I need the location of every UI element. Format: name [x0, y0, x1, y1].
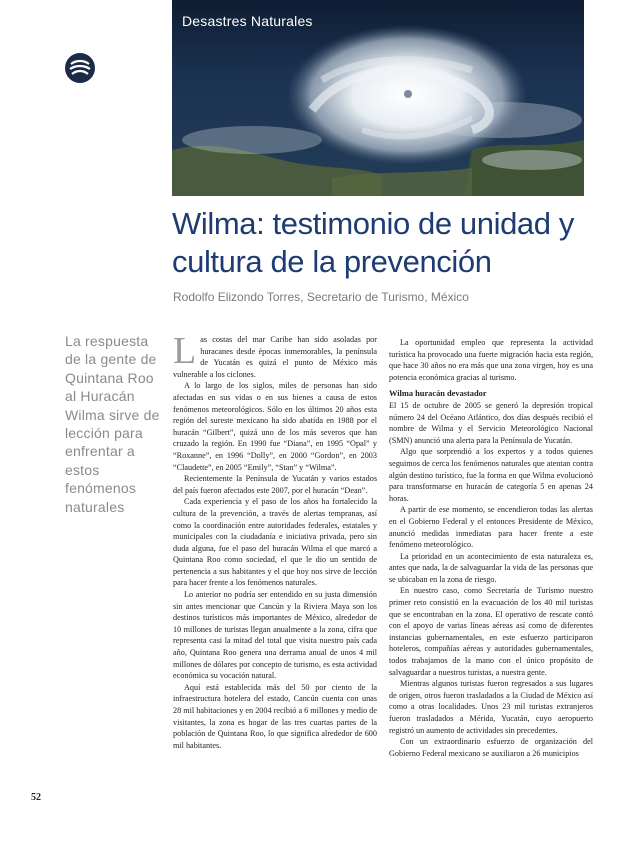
paragraph: Cada experiencia y el paso de los años ha fortalecido la cultura de la prevención, a través de alertas tempranas, así como la coordinación entre autoridades federales, estatales y municipales con la ciudadanía e iniciativa privada, pero sin duda alguna, fue el paso del huracán Wilma el que marcó a Quintana Roo como sociedad, el que le dio un sentido de pertenencia a sus habitantes y el que hoy nos sirve de lección para hacer frente a los fenómenos naturales. — [173, 497, 377, 588]
article-author: Rodolfo Elizondo Torres, Secretario de Turismo, México — [173, 290, 469, 304]
paragraph: La prioridad en un acontecimiento de esta naturaleza es, antes que nada, la de salvaguardar la vida de las personas que se ubicaban en la zona de riesgo. — [389, 551, 593, 584]
page-number: 52 — [31, 792, 41, 803]
section-label: Desastres Naturales — [182, 13, 313, 29]
subheading: Wilma huracán devastador — [389, 389, 487, 399]
paragraph: Con un extraordinario esfuerzo de organización del Gobierno Federal mexicano se auxiliaron a 26 municipios — [389, 737, 593, 758]
paragraph: El 15 de octubre de 2005 se generó la depresión tropical número 24 del Océano Atlántico, dos días después recibió el nombre de Wilma y el Servicio Meteorológico Nacional (SMN) anunció una alerta para la Península de Yucatán. — [389, 400, 593, 445]
paragraph: Aquí está establecida más del 50 por ciento de la infraestructura hotelera del estado, Cancún cuenta con unas 28 mil habitaciones y en 2004 recibió a 6 millones y medio de visitantes, la zona es hogar de las tres cuartas partes de la población de Quintana Roo, lo que significa alrededor de 600 mil habitantes. — [173, 682, 377, 750]
paragraph: Lo anterior no podría ser entendido en su justa dimensión sin antes mencionar que Cancún y la Riviera Maya son los destinos turísticos más importantes de México, alrededor de 10 millones de turistas llegan anualmente a la zona, cifra que representa casi la mitad del total que visita nuestro país cada año, Quintana Roo genera una derrama anual de unos 4 mil millones de dólares por concepto de turismo, es esta actividad económica su vocación natural. — [173, 590, 377, 681]
paragraph — [173, 330, 377, 380]
header-panel — [172, 0, 584, 196]
article-title: Wilma: testimonio de unidad y cultura de la prevención — [172, 206, 574, 279]
hurricane-satellite-image — [172, 0, 584, 196]
paragraph: Mientras algunos turistas fueron regresados a sus lugares de origen, otros fueron trasladados a la Ciudad de México así como a otras localidades. Unos 23 mil turistas extranjeros fueron trasladados a Mérida, Yucatán, cuyo aeropuerto registró un aumento de actividades sin precedentes. — [389, 679, 593, 735]
swirl-logo-icon — [64, 52, 96, 84]
paragraph: En nuestro caso, como Secretaría de Turismo nuestro primer reto consistió en la evacuación de los 40 mil turistas que se encontraban en la zona. El operativo de rescate contó con el apoyo de varias líneas aéreas así como de diferentes instancias gubernamentales, en este esfuerzo participaron hoteleros, compañías aéreas y autoridades gubernamentales, todos trabajamos de la mano con el único propósito de salvaguardar a nuestros turistas, a nuestra gente. — [389, 586, 593, 677]
dropcap: L — [173, 330, 197, 372]
text-column-1 — [173, 330, 377, 751]
paragraph: Recientemente la Península de Yucatán y varios estados del país fueron afectados este 2007, por el huracán “Dean”. — [173, 474, 377, 495]
paragraph: A lo largo de los siglos, miles de personas han sido afectadas en sus vidas o en sus bienes a causa de estos fenómenos meteorológicos. Sólo en los últimos 20 años esta región del sureste mexicano ha sido abatida en 1988 por el huracán “Gilbert”, quizá uno de los más severos que han cruzado la región. En 1990 fue “Diana”, en 1995 “Opal” y “Roxanne”, en 1996 “Dolly”, en 2000 “Gordon”, en 2003 “Claudette”, en 2005 “Emily”, “Stan” y “Wilma”. — [173, 381, 377, 472]
paragraph-text: as costas del mar Caribe han sido asoladas por huracanes desde épocas inmemorables, la península de Yucatán es quizá el punto de México más vulnerable a los ciclones. — [173, 335, 377, 379]
text-column-2 — [389, 334, 593, 759]
paragraph: La oportunidad empleo que representa la actividad turística ha provocado una fuerte migración hacia esta región, que hace 30 años no era más que una zona virgen, hoy es una potencia económica gracias al turismo. — [389, 338, 593, 382]
paragraph: Algo que sorprendió a los expertos y a todos quienes seguimos de cerca los fenómenos naturales que atentan contra algún destino turístico, fue la forma en que Wilma evolucionó para transformarse en huracán de categoría 5 en apenas 24 horas. — [389, 447, 593, 503]
paragraph: A partir de ese momento, se encendieron todas las alertas en el Gobierno Federal y el entonces Presidente de México, anunció medidas inmediatas para hacer frente a este fenómeno meteorológico. — [389, 505, 593, 550]
pull-quote: La respuesta de la gente de Quintana Roo al Huracán Wilma sirve de lección para enfrentar a estos fenómenos naturales — [65, 333, 160, 515]
